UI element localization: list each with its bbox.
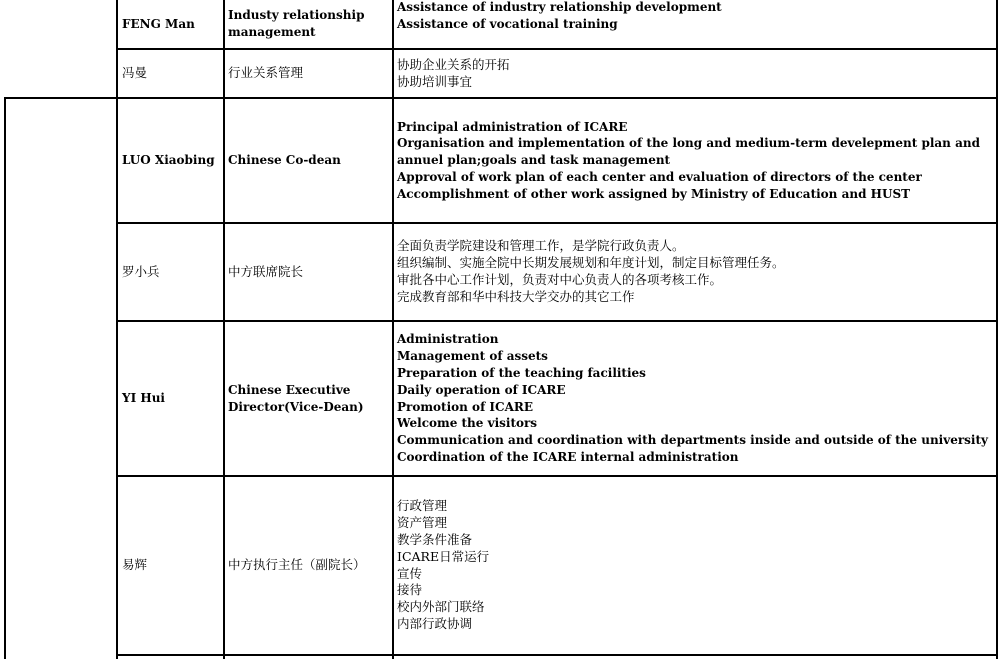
role-title: Industy relationship management bbox=[228, 8, 365, 39]
duty-item: 内部行政协调 bbox=[397, 615, 473, 631]
duties-cell bbox=[397, 0, 994, 35]
role-cell bbox=[228, 224, 390, 320]
duty-item: 组织编制、实施全院中长期发展规划和年度计划，制定目标管理任务。 bbox=[397, 255, 785, 271]
role-title: Chinese Co-dean bbox=[228, 153, 341, 168]
person-name: 冯曼 bbox=[122, 65, 148, 81]
duty-item: 全面负责学院建设和管理工作，是学院行政负责人。 bbox=[397, 238, 685, 254]
role-title: 中方执行主任（副院长） bbox=[228, 557, 366, 573]
person-name: 易辉 bbox=[122, 557, 148, 573]
duty-item: 协助培训事宜 bbox=[397, 73, 473, 89]
name-cell bbox=[122, 0, 222, 48]
name-cell bbox=[122, 477, 222, 654]
duty-item: 宣传 bbox=[397, 565, 423, 581]
duties-cell bbox=[397, 224, 994, 320]
duty-item: Administration bbox=[397, 332, 499, 347]
duty-item: Principal administration of ICARE bbox=[397, 119, 628, 134]
duty-item: Management of assets bbox=[397, 349, 548, 364]
duty-item: Coordination of the ICARE internal administration bbox=[397, 449, 739, 464]
person-name: 罗小兵 bbox=[122, 263, 160, 279]
duties-cell bbox=[397, 50, 994, 97]
duty-item: 完成教育部和华中科技大学交办的其它工作 bbox=[397, 288, 635, 304]
role-title: Chinese Executive Director(Vice-Dean) bbox=[228, 382, 364, 414]
name-cell bbox=[122, 322, 222, 475]
role-cell bbox=[228, 477, 390, 654]
name-cell bbox=[122, 50, 222, 97]
person-name: FENG Man bbox=[122, 16, 195, 31]
role-title: 行业关系管理 bbox=[228, 65, 304, 81]
table-border-left bbox=[4, 98, 6, 659]
duty-item: Daily operation of ICARE bbox=[397, 382, 566, 397]
duties-cell bbox=[397, 477, 994, 654]
duty-item: Assistance of vocational training bbox=[397, 16, 618, 31]
duty-item: Preparation of the teaching facilities bbox=[397, 365, 646, 380]
duty-item: Assistance of industry relationship development bbox=[397, 0, 722, 14]
duty-item: 行政管理 bbox=[397, 498, 448, 514]
person-name: LUO Xiaobing bbox=[122, 153, 215, 168]
duty-item: 资产管理 bbox=[397, 515, 448, 531]
duty-item: Welcome the visitors bbox=[397, 416, 538, 431]
name-cell bbox=[122, 99, 222, 222]
role-cell bbox=[228, 99, 390, 222]
role-cell bbox=[228, 0, 390, 48]
duty-item: Approval of work plan of each center and evaluation of directors of the center bbox=[397, 169, 922, 184]
duty-item: ICARE日常运行 bbox=[397, 548, 490, 564]
duty-item: Organisation and implementation of the long and medium-term develepment plan and annuel plan;goals and task management bbox=[397, 136, 980, 168]
row-divider bbox=[116, 654, 998, 656]
duty-item: Accomplishment of other work assigned by Ministry of Education and HUST bbox=[397, 186, 911, 201]
duty-item: 接待 bbox=[397, 582, 423, 598]
role-title: 中方联席院长 bbox=[228, 263, 304, 279]
person-name: YI Hui bbox=[122, 391, 165, 406]
name-cell bbox=[122, 224, 222, 320]
duty-item: 审批各中心工作计划，负责对中心负责人的各项考核工作。 bbox=[397, 272, 723, 287]
duty-item: Communication and coordination with departments inside and outside of the university bbox=[397, 433, 988, 448]
duty-item: 协助企业关系的开拓 bbox=[397, 56, 510, 72]
duties-cell bbox=[397, 322, 994, 475]
duty-item: 教学条件准备 bbox=[397, 531, 473, 547]
duty-item: Promotion of ICARE bbox=[397, 399, 533, 414]
duty-item: 校内外部门联络 bbox=[397, 599, 485, 615]
duties-cell bbox=[397, 99, 994, 222]
role-cell bbox=[228, 322, 390, 475]
role-cell bbox=[228, 50, 390, 97]
